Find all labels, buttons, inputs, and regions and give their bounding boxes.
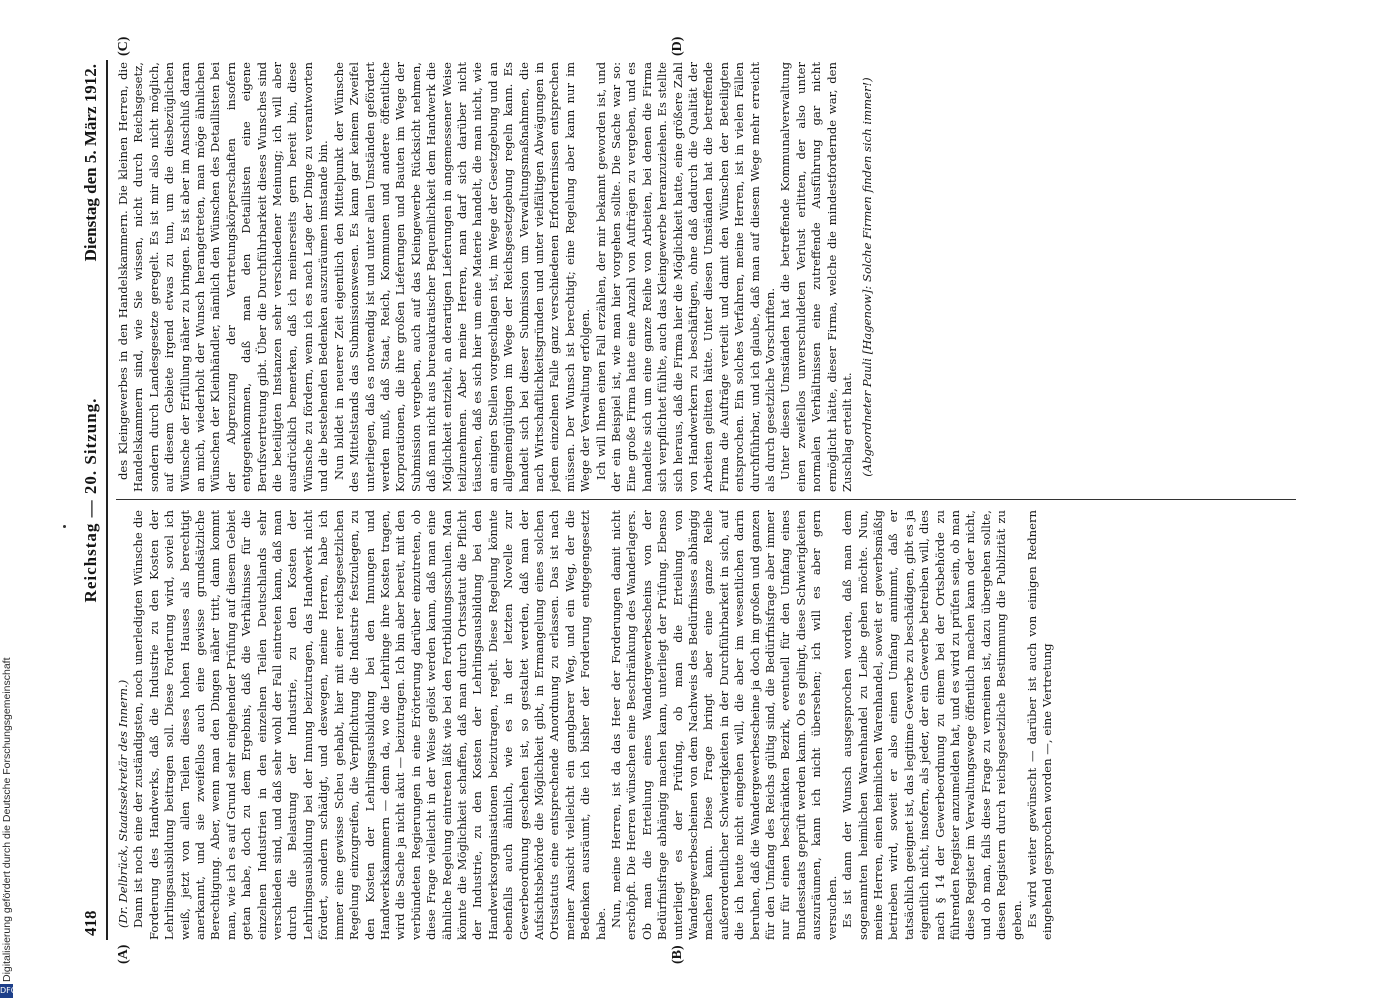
left-paragraph: Nun, meine Herren, ist da das Heer der Forderungen damit nicht erschöpft. Die Herren wünschen eine Beschränkung des Wanderlagers. Ob man die Erteilung eines Wandergewerbescheins von der Bedürfnisfrage abhängig machen kann, unterliegt der Prüfung. Ebenso unterliegt es der Prüfung, ob man die Erteilung von Wandergewerbescheinen von dem Nachweis des Bedürfnisses abhängig machen kann. Diese Frage bringt aber eine ganze Reihe außerordentlicher Schwierigkeiten in der Durchführbarkeit in sich, auf die ich heute nicht eingehen will, die aber im wesentlichen darin beruhen, daß die Wandergewerbescheine ja doch im großen und ganzen für den Umfang des Reichs gültig sind, die Bedürfnisfrage aber immer nur für einen beschränkten Bezirk, eventuell für den Umfang eines Bundesstaats geprüft werden kann. Ob es gelingt, diese Schwierigkeiten auszuräumen, kann ich nicht übersehen; ich will es aber gern versuchen. [609, 510, 839, 940]
page-header [78, 60, 104, 940]
margin-mark-d: (D) [670, 36, 685, 56]
attribution-text: Digitalisierung gefördert durch die Deutsche Forschungsgemeinschaft [1, 657, 13, 982]
header-title: Reichstag — 20. Sitzung. [81, 397, 100, 603]
page-number: 418 [81, 910, 100, 936]
right-column [116, 62, 1296, 492]
margin-mark-b: (B) [670, 945, 685, 964]
rotated-page [70, 36, 1310, 964]
left-paragraph: Es wird weiter gewünscht — darüber ist auch von einigen Rednern eingehend gesprochen worden —, eine Vertretung [1024, 510, 1055, 940]
interjection: (Abgeordneter Pauli [Hagenow]: Solche Firmen finden sich immer!) [859, 77, 874, 477]
margin-mark-c: (C) [116, 36, 131, 56]
right-paragraph: Unter diesen Umständen hat die betreffende Kommunalverwaltung einen zweifellos unverschuldeten Verlust erlitten, der also unter normalen Verhältnissen eine zutreffende Ausführung gar nicht ermöglicht hätte, dieser Firma, welche die mindestfordernde war, den Zuschlag erteilt hat. [778, 62, 855, 492]
margin-mark-a: (A) [116, 944, 131, 964]
left-paragraph: Es ist dann der Wunsch ausgesprochen worden, daß man dem sogenannten heimlichen Warenhandel zu Leibe gehen möchte. Nun, meine Herren, einen heimlichen Warenhandel, soweit er gewerbsmäßig betrieben wird, soweit er also einen Umfang annimmt, daß er tatsächlich geeignet ist, das legitime Gewerbe zu beschädigen, gibt es ja eigentlich nicht, insofern, als jeder, der ein Gewerbe betreiben will, dies nach § 14 der Gewerbeordnung zu einem bei der Ortsbehörde zu führenden Register anzumelden hat, und es wird zu prüfen sein, ob man diese Register im Verwaltungswege öffentlich machen kann oder nicht, und ob man, falls diese Frage zu verneinen ist, dazu übergehen sollte, diesen Registern durch reichsgesetzliche Bestimmung die Publizität zu geben. [840, 510, 1024, 940]
header-date: Dienstag den 5. März 1912. [81, 64, 100, 262]
header-rule [106, 60, 108, 940]
column-divider [116, 499, 1296, 500]
speaker-tag: (Dr. Delbrück, Staatssekretär des Innern.) [116, 679, 130, 928]
left-paragraph: Dann ist noch eine der zuständigsten, noch unerledigten Wünsche die Forderung des Handwerks, daß die Industrie zu den Kosten der Lehrlingsausbildung beitragen soll. Diese Forderung wird, soviel ich weiß, jetzt von allen Teilen dieses hohen Hauses als berechtigt anerkannt, und sie zweifellos auch eine gewisse grundsätzliche Berechtigung. Aber, wenn man den Dingen näher tritt, dann kommt man, wie ich es auf Grund sehr eingehender Prüfung auf diesem Gebiet getan habe, doch zu dem Ergebnis, daß die Verhältnisse für die einzelnen Industrien in den einzelnen Teilen Deutschlands sehr verschieden sind, und daß sehr wohl der Fall eintreten kann, daß man durch die Belastung der Industrie, zu den Kosten der Lehrlingsausbildung bei der Innung beizutragen, das Handwerk nicht fördert, sondern schädigt, und deswegen, meine Herren, habe ich immer eine gewisse Scheu gehabt, hier mit einer reichsgesetzlichen Regelung einzugreifen, die Verpflichtung die Industrie festzulegen, zu den Kosten der Lehrlingsausbildung bei den Innungen und Handwerkskammern — denn da, wo die Lehrlinge ihre Kosten tragen, wird die Sache ja nicht akut — beizutragen. Ich bin aber bereit, mit den verbündeten Regierungen in eine Erörterung darüber einzutreten, ob diese Frage vielleicht in der Weise gelöst werden kann, daß man eine ähnliche Regelung eintreten läßt wie bei den Fortbildungsschulen. Man könnte die Möglichkeit schaffen, daß man durch Ortsstatut die Pflicht der Industrie, zu den Kosten der Lehrlingsausbildung bei den Handwerksorganisationen beizutragen, regelt. Diese Regelung könnte ebenfalls auch ähnlich, wie es in der letzten Novelle zur Gewerbeordnung geschehen ist, so gestaltet werden, daß man der Aufsichtsbehörde die Möglichkeit gibt, in Ermangelung eines solchen Ortsstatuts eine entsprechende Anordnung zu erlassen. Das ist nach meiner Ansicht vielleicht ein gangbarer Weg, und ein Weg, der die Bedenken ausräumt, die ich bisher der Forderung entgegengesetzt habe. [131, 510, 608, 940]
dfg-logo: DFG [0, 984, 13, 998]
left-column [116, 510, 1296, 940]
right-paragraph: Nun bildet in neuerer Zeit eigentlich den Mittelpunkt der Wünsche des Mittelstands das Submissionswesen. Es kann gar keinem Zweifel unterliegen, daß es notwendig ist und unter allen Umständen gefördert werden muß, daß Staat, Reich, Kommunen und andere öffentliche Korporationen, die ihre großen Lieferungen und Bauten im Wege der Submission vergeben, auch auf das Kleingewerbe Rücksicht nehmen, daß man nicht aus bureaukratischer Bequemlichkeit dem Handwerk die Möglichkeit entzieht, an derartigen Lieferungen in angemessener Weise teilzunehmen. Aber meine Herren, man darf sich darüber nicht täuschen, daß es sich hier um eine Materie handelt, die man nicht, wie an einigen Stellen vorgeschlagen ist, im Wege der Gesetzgebung und an allgemeingültigen im Wege der Reichsgesetzgebung regeln kann. Es handelt sich bei dieser Submission um Verwaltungsmaßnahmen, die nach Wirtschaftlichkeitsgründen und unter vielfältigen Abwägungen in jedem einzelnen Falle ganz verschiedenen Erfordernissen entsprechen müssen. Der Wunsch ist berechtigt; eine Regelung aber kann nur im Wege der Verwaltung erfolgen. [331, 62, 593, 492]
right-paragraph: des Kleingewerbes in den Handelskammern. Die kleinen Herren, die Handelskammern sind, wie Sie wissen, nicht durch Reichsgesetz, sondern durch Landesgesetze geregelt. Es ist mir also nicht möglich, auf diesem Gebiete irgend etwas zu tun, um die diesbezüglichen Wünsche der Erfüllung näher zu bringen. Es ist aber im Anschluß daran an mich, wiederholt der Wunsch herangetreten, man möge ähnlichen Wünschen der Kleinhändler, nämlich den Wünschen des Detaillisten bei der Abgrenzung der Vertretungskörperschaften insofern entgegenkommen, daß man den Detaillisten eine eigene Berufsvertretung gibt. Über die Durchführbarkeit dieses Wunsches sind die beteiligten Instanzen sehr verschiedener Meinung; ich will aber ausdrücklich bemerken, daß ich meinerseits gern bereit bin, diese Wünsche zu fördern, wenn ich es nach Lage der Dinge zu verantworten und die bestehenden Bedenken auszuräumen imstande bin. [116, 62, 331, 492]
right-paragraph: Ich will Ihnen einen Fall erzählen, der mir bekannt geworden ist, und der ein Beispiel ist, wie man hier vorgehen sollte. Die Sache war so: Eine große Firma hatte eine Anzahl von Aufträgen zu vergeben, und es handelte sich um eine ganze Reihe von Arbeiten, bei denen die Firma sich verpflichtet fühlte, auch das Kleingewerbe heranzuziehen. Es stellte sich heraus, daß die Firma hier die Möglichkeit hatte, eine größere Zahl von Handwerkern zu beschäftigen, ohne daß dadurch die Qualität der Arbeiten gelitten hätte. Unter diesen Umständen hat die betreffende Firma die Aufträge verteilt und damit den Wünschen der Beteiligten entsprochen. Ein solches Verfahren, meine Herren, ist in vielen Fällen durchführbar, und ich glaube, daß man auf diesem Wege mehr erreicht als durch gesetzliche Vorschriften. [593, 62, 778, 492]
scan-speck [63, 525, 66, 528]
